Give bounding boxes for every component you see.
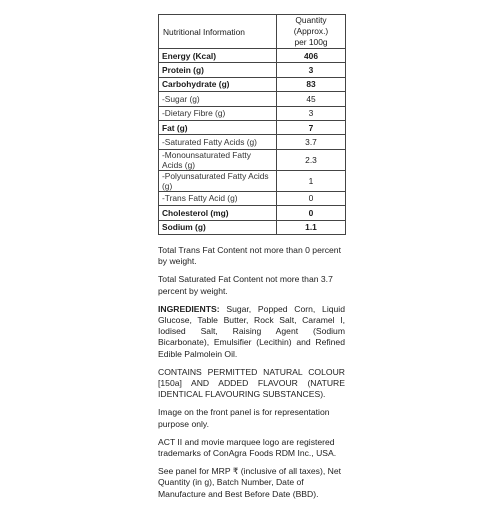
trademark-note: ACT II and movie marquee logo are registered trademarks of ConAgra Foods RDM Inc., USA. — [158, 436, 337, 458]
table-row — [159, 149, 346, 170]
nutrient-name: -Polyunsaturated Fatty Acids (g) — [159, 170, 277, 191]
nutrient-value: 3 — [277, 63, 346, 77]
nutrient-name: -Monounsaturated Fatty Acids (g) — [159, 149, 277, 170]
nutrient-value: 45 — [277, 92, 346, 106]
ingredients-label: INGREDIENTS: — [158, 303, 220, 314]
image-note: Image on the front panel is for representation purpose only. — [158, 407, 330, 429]
table-header-quantity — [277, 15, 346, 49]
saturated-fat-note: Total Saturated Fat Content not more than 3.7 percent by weight. — [158, 274, 333, 296]
nutrient-value: 83 — [277, 77, 346, 91]
ingredients-list: Sugar, Popped Corn, Liquid Glucose, Table Butter, Rock Salt, Caramel I, Iodised Salt, Raising Agent (Sodium Bicarbonate), Emulsifier (Lecithin) and Refined Edible Palmolein Oil. — [158, 303, 345, 359]
table-row — [159, 170, 346, 191]
notes-section — [158, 245, 345, 500]
table-row — [159, 191, 346, 205]
table-row — [159, 49, 346, 63]
table-row — [159, 63, 346, 77]
table-row — [159, 120, 346, 134]
nutrient-name: Energy (Kcal) — [159, 49, 277, 63]
nutrient-value: 3.7 — [277, 135, 346, 149]
nutrient-value: 0 — [277, 191, 346, 205]
nutrient-name: Sodium (g) — [159, 220, 277, 234]
ingredients-text — [158, 304, 345, 360]
nutrient-name: -Saturated Fatty Acids (g) — [159, 135, 277, 149]
nutrient-name: -Trans Fatty Acid (g) — [159, 191, 277, 205]
nutrient-name: Carbohydrate (g) — [159, 77, 277, 91]
table-row — [159, 220, 346, 234]
quantity-header-line2: per 100g — [294, 37, 328, 47]
nutrient-value: 406 — [277, 49, 346, 63]
nutrition-table — [158, 14, 346, 235]
nutrient-name: Cholesterol (mg) — [159, 206, 277, 220]
nutrient-name: -Sugar (g) — [159, 92, 277, 106]
table-row — [159, 92, 346, 106]
nutrition-panel — [158, 14, 345, 507]
nutrient-value: 7 — [277, 120, 346, 134]
nutrient-value: 2.3 — [277, 149, 346, 170]
nutrient-value: 1 — [277, 170, 346, 191]
nutrient-value: 1.1 — [277, 220, 346, 234]
table-row — [159, 106, 346, 120]
nutrient-name: -Dietary Fibre (g) — [159, 106, 277, 120]
table-header-label: Nutritional Information — [159, 15, 277, 49]
trans-fat-note: Total Trans Fat Content not more than 0 percent by weight. — [158, 244, 341, 267]
table-row — [159, 77, 346, 91]
nutrient-name: Protein (g) — [159, 63, 277, 77]
table-row — [159, 206, 346, 220]
nutrient-name: Fat (g) — [159, 120, 277, 134]
mrp-note: See panel for MRP ₹ (inclusive of all taxes), Net Quantity (in g), Batch Number, Date of Manufacture and Best Before Date (BBD). — [158, 466, 341, 499]
colour-note: CONTAINS PERMITTED NATURAL COLOUR [150a] AND ADDED FLAVOUR (NATURE IDENTICAL FLAVOURING SUBSTANCES). — [158, 366, 345, 400]
quantity-header-line1: Quantity (Approx.) — [293, 15, 329, 36]
table-row — [159, 135, 346, 149]
nutrient-value: 0 — [277, 206, 346, 220]
table-header-row — [159, 15, 346, 49]
nutrient-value: 3 — [277, 106, 346, 120]
